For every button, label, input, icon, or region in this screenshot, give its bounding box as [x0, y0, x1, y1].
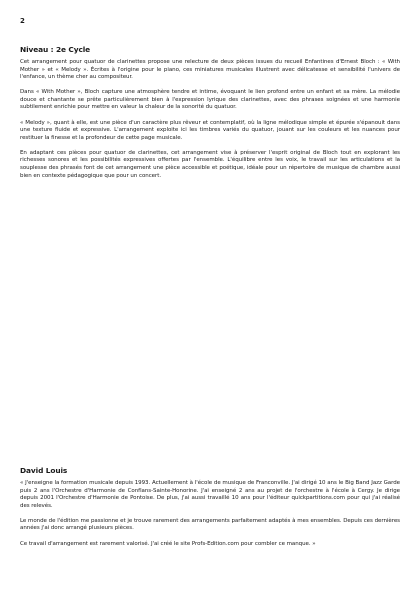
intro-paragraph: Cet arrangement pour quatuor de clarinettes propose une relecture de deux pièces issues du recueil Enfantines d'Ernest Bloch : « With Mother » et « Melody ». Écrites à l'origine pour le piano, ces miniatures musicales illustrent avec délicatesse et sensibilité l'univers de l'enfance, un thème cher au compositeur. [20, 59, 400, 81]
author-paragraph: « J'enseigne la formation musicale depuis 1993. Actuellement à l'école de musique de Franconville. J'ai dirigé 10 ans le Big Band Jazz Garde puis 2 ans l'Orchestre d'Harmonie de Conflans-Sainte-Honorine. J'ai enseigné 2 ans au projet de l'orchestre à l'école à Cergy. Je dirige depuis 2001 l'Orchestre d'Harmonie de Pontoise. De plus, j'ai aussi travaillé 10 ans pour l'éditeur quickpartitions.com pour qui j'ai réalisé des relevés. [20, 480, 400, 509]
intro-text-block [20, 59, 400, 188]
intro-paragraph: En adaptant ces pièces pour quatuor de clarinettes, cet arrangement vise à préserver l'esprit original de Bloch tout en explorant les richesses sonores et les possibilités expressives offertes par l'ensemble. L'équilibre entre les voix, le travail sur les articulations et la souplesse des phrasés font de cet arrangement une pièce accessible et poétique, idéale pour un répertoire de musique de chambre aussi bien en contexte pédagogique que pour un concert. [20, 149, 400, 179]
section-heading-level: Niveau : 2e Cycle [20, 45, 91, 54]
intro-paragraph: Dans « With Mother », Bloch capture une atmosphère tendre et intime, évoquant le lien profond entre un enfant et sa mère. La mélodie douce et chantante se prête particulièrement bien à l'expression lyrique des clarinettes, avec des phrases soignées et une harmonie subtilement enrichie pour mettre en valeur la chaleur de la sonorité du quatuor. [20, 89, 400, 111]
author-text-block [20, 480, 400, 556]
page-number: 2 [20, 17, 25, 25]
intro-paragraph: « Melody », quant à elle, est une pièce d'un caractère plus rêveur et contemplatif, où la ligne mélodique simple et épurée s'épanouit dans une texture fluide et expressive. L'arrangement exploite ici les timbres variés du quatuor, jouant sur les couleurs et les nuances pour restituer la finesse et la profondeur de cette page musicale. [20, 119, 400, 141]
author-paragraph: Le monde de l'édition me passionne et je trouve rarement des arrangements parfaitement adaptés à mes ensembles. Depuis ces dernières années j'ai donc arrangé plusieurs pièces. [20, 517, 400, 532]
section-heading-author: David Louis [20, 466, 68, 475]
author-paragraph: Ce travail d'arrangement est rarement valorisé. J'ai créé le site Profs-Edition.com pour combler ce manque. » [20, 540, 316, 547]
